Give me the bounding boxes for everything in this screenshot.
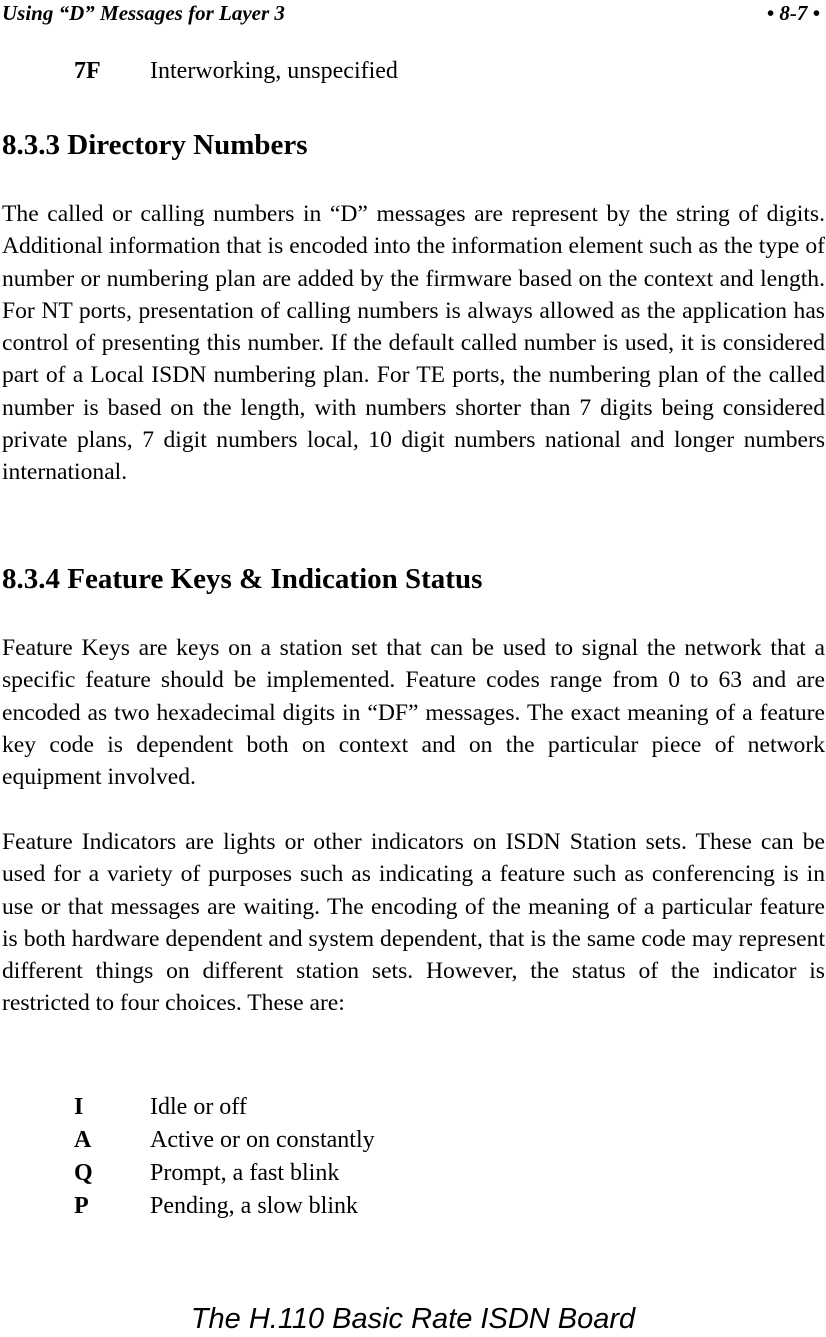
paragraph-feature-indicators: Feature Indicators are lights or other indicators on ISDN Station sets. These can be used for a variety of purposes such as indicating a feature such as conferencing is in use or that messages are waiting. The encoding of the meaning of a particular feature is both hardware dependent and system dependent, that is the same code may represent different things on different station sets. However, the status of the indicator is restricted to four choices. These are:	[2, 829, 825, 1017]
section-heading-directory-numbers: 8.3.3 Directory Numbers	[2, 129, 308, 161]
status-code: I	[74, 1094, 84, 1120]
status-code: Q	[74, 1160, 93, 1186]
page-footer: The H.110 Basic Rate ISDN Board	[190, 1303, 636, 1335]
page-header	[2, 0, 820, 26]
status-description: Idle or off	[150, 1094, 247, 1120]
status-description: Prompt, a fast blink	[150, 1160, 340, 1186]
section-heading-feature-keys: 8.3.4 Feature Keys & Indication Status	[2, 563, 483, 595]
header-page-number: • 8-7 •	[766, 1, 820, 25]
paragraph-directory-numbers: The called or calling numbers in “D” messages are represent by the string of digits. Additional information that is encoded into the information element such as the type of number or numbering plan are added by the firmware based on the context and length. For NT ports, presentation of calling numbers is always allowed as the application has control of presenting this number. If the default called number is used, it is considered part of a Local ISDN numbering plan. For TE ports, the numbering plan of the called number is based on the length, with numbers shorter than 7 digits being considered private plans, 7 digit numbers local, 10 digit numbers national and longer numbers international.	[2, 201, 825, 486]
status-code: P	[74, 1193, 89, 1219]
code-description: Interworking, unspecified	[150, 58, 398, 84]
code-label: 7F	[74, 58, 101, 84]
header-title: Using “D” Messages for Layer 3	[2, 1, 285, 25]
status-code: A	[74, 1127, 92, 1153]
status-description: Pending, a slow blink	[150, 1193, 358, 1219]
status-description: Active or on constantly	[150, 1127, 375, 1153]
paragraph-feature-keys: Feature Keys are keys on a station set that can be used to signal the network that a specific feature should be implemented. Feature codes range from 0 to 63 and are encoded as two hexadecimal digits in “DF” messages. The exact meaning of a feature key code is dependent both on context and on the particular piece of network equipment involved.	[2, 635, 825, 791]
